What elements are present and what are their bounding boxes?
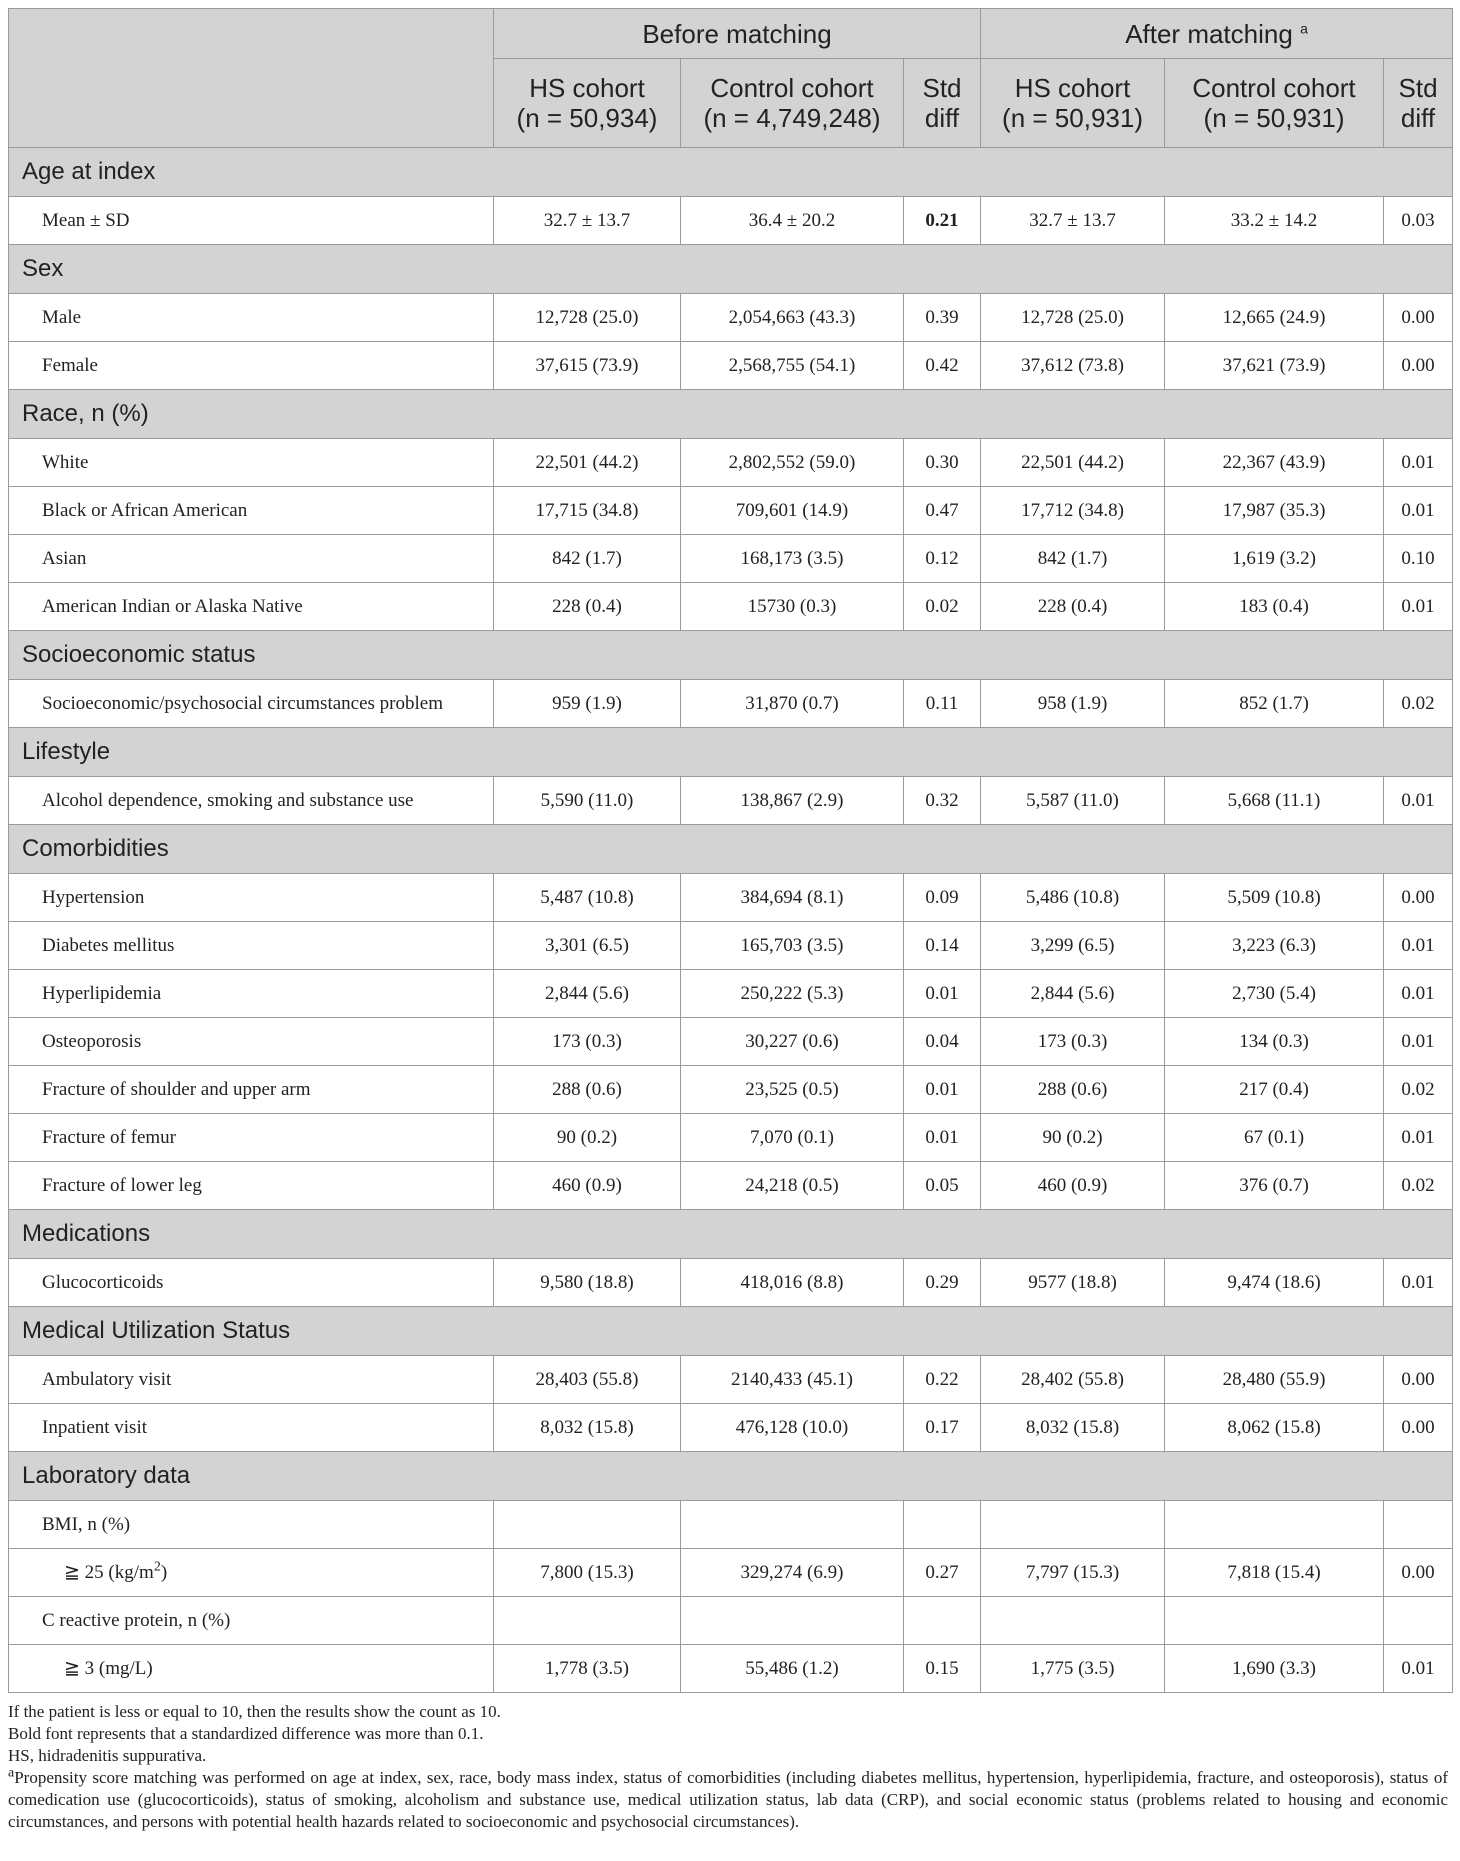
section-header-row — [9, 390, 1453, 439]
hs-before-cell: 228 (0.4) — [494, 583, 681, 631]
footnote-marker: a — [8, 1765, 15, 1781]
control-after-cell: 852 (1.7) — [1165, 680, 1384, 728]
table-row — [9, 1066, 1453, 1114]
section-header-row — [9, 245, 1453, 294]
hs-after-cell: 22,501 (44.2) — [981, 439, 1165, 487]
control-after-cell — [1165, 1597, 1384, 1645]
stddiff-before-cell: 0.01 — [904, 1114, 981, 1162]
stddiff-after-cell: 0.01 — [1384, 777, 1453, 825]
hs-after-cell: 8,032 (15.8) — [981, 1404, 1165, 1452]
table-row — [9, 342, 1453, 390]
col-header-hs-before: HS cohort (n = 50,934) — [494, 59, 681, 148]
control-after-cell: 3,223 (6.3) — [1165, 922, 1384, 970]
stddiff-after-cell: 0.01 — [1384, 970, 1453, 1018]
stddiff-after-cell — [1384, 1501, 1453, 1549]
stddiff-after-cell: 0.02 — [1384, 1162, 1453, 1210]
section-title: Medications — [9, 1210, 1453, 1259]
row-label: Hypertension — [9, 874, 494, 922]
section-header-row — [9, 148, 1453, 197]
table-row — [9, 970, 1453, 1018]
stddiff-before-cell: 0.02 — [904, 583, 981, 631]
stddiff-after-cell: 0.00 — [1384, 1549, 1453, 1597]
stddiff-before-cell: 0.14 — [904, 922, 981, 970]
stddiff-after-cell: 0.01 — [1384, 1259, 1453, 1307]
row-label: Glucocorticoids — [9, 1259, 494, 1307]
stddiff-before-cell: 0.27 — [904, 1549, 981, 1597]
control-before-cell: 7,070 (0.1) — [681, 1114, 904, 1162]
section-header-row — [9, 1307, 1453, 1356]
table-row — [9, 1549, 1453, 1597]
hs-before-cell: 5,487 (10.8) — [494, 874, 681, 922]
table-body — [9, 148, 1453, 1693]
hs-before-cell: 90 (0.2) — [494, 1114, 681, 1162]
hs-before-cell: 288 (0.6) — [494, 1066, 681, 1114]
stddiff-before-cell: 0.09 — [904, 874, 981, 922]
row-label: Osteoporosis — [9, 1018, 494, 1066]
hs-before-cell: 17,715 (34.8) — [494, 487, 681, 535]
stddiff-before-cell: 0.30 — [904, 439, 981, 487]
hs-before-cell: 1,778 (3.5) — [494, 1645, 681, 1693]
hs-after-cell: 28,402 (55.8) — [981, 1356, 1165, 1404]
control-after-cell: 376 (0.7) — [1165, 1162, 1384, 1210]
table-row — [9, 1356, 1453, 1404]
hs-after-cell: 3,299 (6.5) — [981, 922, 1165, 970]
stddiff-before-cell: 0.01 — [904, 970, 981, 1018]
control-after-cell — [1165, 1501, 1384, 1549]
section-title: Sex — [9, 245, 1453, 294]
stddiff-after-cell: 0.01 — [1384, 922, 1453, 970]
stddiff-after-cell: 0.10 — [1384, 535, 1453, 583]
control-after-cell: 2,730 (5.4) — [1165, 970, 1384, 1018]
hs-after-cell — [981, 1501, 1165, 1549]
table-row — [9, 922, 1453, 970]
hs-before-cell: 8,032 (15.8) — [494, 1404, 681, 1452]
row-label: ≧ 25 $(kg/m^2)$ — [9, 1549, 494, 1597]
stddiff-before-cell: 0.29 — [904, 1259, 981, 1307]
hs-before-cell: 9,580 (18.8) — [494, 1259, 681, 1307]
row-label: Fracture of femur — [9, 1114, 494, 1162]
stddiff-before-cell: 0.12 — [904, 535, 981, 583]
stddiff-after-cell: 0.00 — [1384, 1404, 1453, 1452]
stddiff-before-cell: 0.21 — [904, 197, 981, 245]
table-footnotes — [8, 1701, 1452, 1833]
row-label: Socioeconomic/psychosocial circumstances problem — [9, 680, 494, 728]
stddiff-after-cell: 0.00 — [1384, 874, 1453, 922]
hs-before-cell: 3,301 (6.5) — [494, 922, 681, 970]
after-matching-header — [981, 9, 1453, 59]
stddiff-before-cell: 0.17 — [904, 1404, 981, 1452]
control-before-cell: 15730 (0.3) — [681, 583, 904, 631]
stddiff-after-cell: 0.01 — [1384, 439, 1453, 487]
control-after-cell: 37,621 (73.9) — [1165, 342, 1384, 390]
control-before-cell: 329,274 (6.9) — [681, 1549, 904, 1597]
after-matching-label: After matching — [1125, 18, 1293, 49]
control-before-cell: 31,870 (0.7) — [681, 680, 904, 728]
control-before-cell: 2,054,663 (43.3) — [681, 294, 904, 342]
section-title: Age at index — [9, 148, 1453, 197]
hs-after-cell: 7,797 (15.3) — [981, 1549, 1165, 1597]
stddiff-after-cell: 0.01 — [1384, 487, 1453, 535]
row-label: ≧ 3 (mg/L) — [9, 1645, 494, 1693]
hs-after-cell: 17,712 (34.8) — [981, 487, 1165, 535]
label-superscript: 2 — [153, 1559, 161, 1575]
hs-after-cell: 173 (0.3) — [981, 1018, 1165, 1066]
control-after-cell: 22,367 (43.9) — [1165, 439, 1384, 487]
hs-before-cell: 173 (0.3) — [494, 1018, 681, 1066]
table-row — [9, 1645, 1453, 1693]
section-title: Comorbidities — [9, 825, 1453, 874]
baseline-characteristics-table — [8, 8, 1453, 1693]
hs-after-cell: 5,587 (11.0) — [981, 777, 1165, 825]
stddiff-after-cell: 0.00 — [1384, 1356, 1453, 1404]
control-before-cell: 384,694 (8.1) — [681, 874, 904, 922]
row-label: Asian — [9, 535, 494, 583]
table-row — [9, 1114, 1453, 1162]
section-header-row — [9, 825, 1453, 874]
col-header-control-after: Control cohort (n = 50,931) — [1165, 59, 1384, 148]
control-before-cell: 138,867 (2.9) — [681, 777, 904, 825]
hs-after-cell: 90 (0.2) — [981, 1114, 1165, 1162]
hs-after-cell: 37,612 (73.8) — [981, 342, 1165, 390]
control-after-cell: 28,480 (55.9) — [1165, 1356, 1384, 1404]
hs-before-cell — [494, 1597, 681, 1645]
control-after-cell: 217 (0.4) — [1165, 1066, 1384, 1114]
hs-after-cell: 9577 (18.8) — [981, 1259, 1165, 1307]
table-row — [9, 1018, 1453, 1066]
table-row — [9, 777, 1453, 825]
table-row — [9, 1501, 1453, 1549]
section-title: Laboratory data — [9, 1452, 1453, 1501]
row-label: Male — [9, 294, 494, 342]
stddiff-after-cell: 0.01 — [1384, 1018, 1453, 1066]
stddiff-before-cell: 0.05 — [904, 1162, 981, 1210]
hs-before-cell: 12,728 (25.0) — [494, 294, 681, 342]
section-header-row — [9, 631, 1453, 680]
stddiff-after-cell: 0.00 — [1384, 294, 1453, 342]
stddiff-after-cell: 0.02 — [1384, 680, 1453, 728]
control-after-cell: 5,509 (10.8) — [1165, 874, 1384, 922]
hs-before-cell: 28,403 (55.8) — [494, 1356, 681, 1404]
footnote-line: $^a$Propensity score matching was performed on age at index, sex, race, body mass index, status of comorbidities (including diabetes mellitus, hypertension, hyperlipidemia, fracture, and osteoporosis), status of comedication use (glucocorticoids), status of smoking, alcoholism and substance use, medical utilization status, lab data (CRP), and social economic status (problems related to housing and economic circumstances, and persons with potential health hazards related to socioeconomic and psychosocial circumstances). — [8, 1765, 1448, 1831]
stddiff-before-cell — [904, 1501, 981, 1549]
stddiff-after-cell: 0.03 — [1384, 197, 1453, 245]
col-header-hs-after: HS cohort (n = 50,931) — [981, 59, 1165, 148]
stddiff-before-cell: 0.22 — [904, 1356, 981, 1404]
control-after-cell: 8,062 (15.8) — [1165, 1404, 1384, 1452]
row-label: White — [9, 439, 494, 487]
stddiff-after-cell: 0.00 — [1384, 342, 1453, 390]
hs-after-cell: 228 (0.4) — [981, 583, 1165, 631]
after-matching-footnote-marker: a — [1300, 19, 1308, 36]
control-after-cell: 5,668 (11.1) — [1165, 777, 1384, 825]
stddiff-before-cell: 0.11 — [904, 680, 981, 728]
row-label: BMI, n (%) — [9, 1501, 494, 1549]
row-label: Inpatient visit — [9, 1404, 494, 1452]
stddiff-before-cell: 0.04 — [904, 1018, 981, 1066]
hs-before-cell: 37,615 (73.9) — [494, 342, 681, 390]
hs-before-cell: 32.7 ± 13.7 — [494, 197, 681, 245]
hs-before-cell: 842 (1.7) — [494, 535, 681, 583]
stddiff-before-cell: 0.42 — [904, 342, 981, 390]
hs-before-cell: 7,800 (15.3) — [494, 1549, 681, 1597]
control-before-cell: 476,128 (10.0) — [681, 1404, 904, 1452]
footnote-line: HS, hidradenitis suppurativa. — [8, 1746, 207, 1765]
hs-before-cell: 959 (1.9) — [494, 680, 681, 728]
control-before-cell: 24,218 (0.5) — [681, 1162, 904, 1210]
stddiff-before-cell: 0.01 — [904, 1066, 981, 1114]
hs-after-cell: 2,844 (5.6) — [981, 970, 1165, 1018]
control-after-cell: 7,818 (15.4) — [1165, 1549, 1384, 1597]
footnote-line: If the patient is less or equal to 10, then the results show the count as 10. — [8, 1702, 501, 1721]
row-label: Alcohol dependence, smoking and substance use — [9, 777, 494, 825]
control-before-cell: 168,173 (3.5) — [681, 535, 904, 583]
hs-after-cell: 5,486 (10.8) — [981, 874, 1165, 922]
row-label: Fracture of shoulder and upper arm — [9, 1066, 494, 1114]
control-after-cell: 134 (0.3) — [1165, 1018, 1384, 1066]
hs-after-cell: 460 (0.9) — [981, 1162, 1165, 1210]
table-row — [9, 680, 1453, 728]
control-before-cell: 23,525 (0.5) — [681, 1066, 904, 1114]
section-title: Race, n (%) — [9, 390, 1453, 439]
row-label: C reactive protein, n (%) — [9, 1597, 494, 1645]
baseline-characteristics-table-container — [8, 8, 1452, 1833]
hs-before-cell: 460 (0.9) — [494, 1162, 681, 1210]
stddiff-before-cell: 0.47 — [904, 487, 981, 535]
table-row — [9, 294, 1453, 342]
stddiff-after-cell — [1384, 1597, 1453, 1645]
control-after-cell: 33.2 ± 14.2 — [1165, 197, 1384, 245]
col-header-stddiff-after: Std diff — [1384, 59, 1453, 148]
col-header-stddiff-before: Std diff — [904, 59, 981, 148]
table-row — [9, 874, 1453, 922]
hs-after-cell — [981, 1597, 1165, 1645]
col-header-control-before: Control cohort (n = 4,749,248) — [681, 59, 904, 148]
section-title: Lifestyle — [9, 728, 1453, 777]
row-label: Ambulatory visit — [9, 1356, 494, 1404]
control-before-cell — [681, 1597, 904, 1645]
hs-after-cell: 12,728 (25.0) — [981, 294, 1165, 342]
control-before-cell: 30,227 (0.6) — [681, 1018, 904, 1066]
hs-after-cell: 958 (1.9) — [981, 680, 1165, 728]
table-row — [9, 583, 1453, 631]
control-after-cell: 1,690 (3.3) — [1165, 1645, 1384, 1693]
section-header-row — [9, 728, 1453, 777]
stddiff-after-cell: 0.01 — [1384, 1114, 1453, 1162]
table-row — [9, 1597, 1453, 1645]
control-before-cell: 418,016 (8.8) — [681, 1259, 904, 1307]
hs-before-cell: 2,844 (5.6) — [494, 970, 681, 1018]
section-header-row — [9, 1210, 1453, 1259]
control-after-cell: 12,665 (24.9) — [1165, 294, 1384, 342]
table-row — [9, 439, 1453, 487]
stddiff-before-cell: 0.39 — [904, 294, 981, 342]
row-label: Hyperlipidemia — [9, 970, 494, 1018]
control-before-cell: 36.4 ± 20.2 — [681, 197, 904, 245]
control-before-cell — [681, 1501, 904, 1549]
control-before-cell: 2140,433 (45.1) — [681, 1356, 904, 1404]
row-label: Black or African American — [9, 487, 494, 535]
control-before-cell: 165,703 (3.5) — [681, 922, 904, 970]
row-label: Diabetes mellitus — [9, 922, 494, 970]
hs-before-cell: 22,501 (44.2) — [494, 439, 681, 487]
control-after-cell: 67 (0.1) — [1165, 1114, 1384, 1162]
stddiff-after-cell: 0.01 — [1384, 583, 1453, 631]
section-title: Medical Utilization Status — [9, 1307, 1453, 1356]
stddiff-after-cell: 0.02 — [1384, 1066, 1453, 1114]
hs-after-cell: 288 (0.6) — [981, 1066, 1165, 1114]
stddiff-before-cell: 0.32 — [904, 777, 981, 825]
hs-after-cell: 1,775 (3.5) — [981, 1645, 1165, 1693]
row-label: American Indian or Alaska Native — [9, 583, 494, 631]
control-after-cell: 183 (0.4) — [1165, 583, 1384, 631]
table-row — [9, 535, 1453, 583]
header-empty-cell — [9, 9, 494, 148]
control-after-cell: 1,619 (3.2) — [1165, 535, 1384, 583]
table-row — [9, 1404, 1453, 1452]
control-after-cell: 17,987 (35.3) — [1165, 487, 1384, 535]
table-row — [9, 1162, 1453, 1210]
hs-after-cell: 32.7 ± 13.7 — [981, 197, 1165, 245]
control-before-cell: 2,802,552 (59.0) — [681, 439, 904, 487]
hs-after-cell: 842 (1.7) — [981, 535, 1165, 583]
stddiff-before-cell — [904, 1597, 981, 1645]
before-matching-header: Before matching — [494, 9, 981, 59]
table-row — [9, 1259, 1453, 1307]
table-row — [9, 197, 1453, 245]
row-label: Female — [9, 342, 494, 390]
section-title: Socioeconomic status — [9, 631, 1453, 680]
table-row — [9, 487, 1453, 535]
control-before-cell: 2,568,755 (54.1) — [681, 342, 904, 390]
row-label: Mean ± SD — [9, 197, 494, 245]
control-before-cell: 250,222 (5.3) — [681, 970, 904, 1018]
stddiff-after-cell: 0.01 — [1384, 1645, 1453, 1693]
section-header-row — [9, 1452, 1453, 1501]
control-after-cell: 9,474 (18.6) — [1165, 1259, 1384, 1307]
footnote-line: Bold font represents that a standardized difference was more than 0.1. — [8, 1724, 484, 1743]
hs-before-cell — [494, 1501, 681, 1549]
stddiff-before-cell: 0.15 — [904, 1645, 981, 1693]
hs-before-cell: 5,590 (11.0) — [494, 777, 681, 825]
control-before-cell: 55,486 (1.2) — [681, 1645, 904, 1693]
control-before-cell: 709,601 (14.9) — [681, 487, 904, 535]
row-label: Fracture of lower leg — [9, 1162, 494, 1210]
